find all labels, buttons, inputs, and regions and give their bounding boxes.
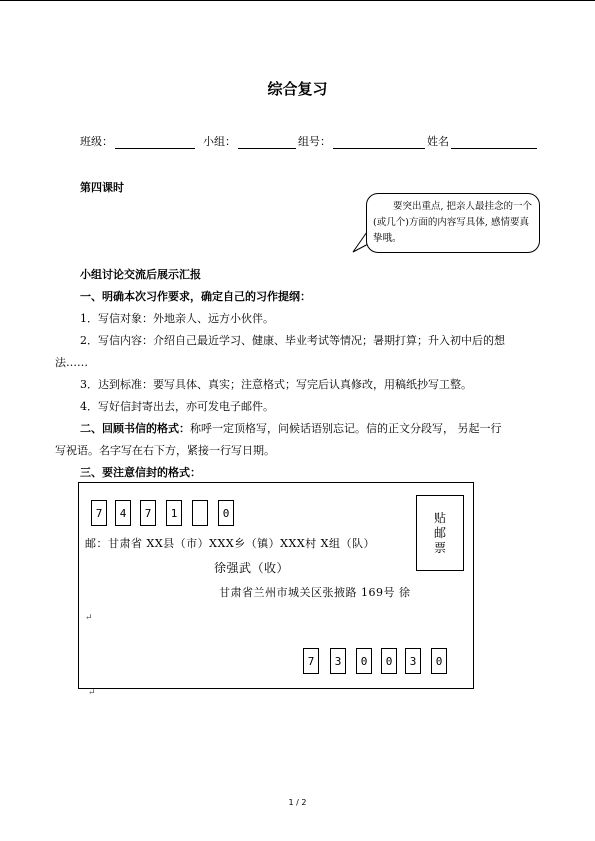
top-postcode-digit: 0 xyxy=(218,500,234,526)
student-info-line xyxy=(80,133,539,149)
section-3-title: 三、要注意信封的格式： xyxy=(80,466,201,479)
bottom-postcode-digit: 3 xyxy=(405,648,421,674)
speech-bubble xyxy=(366,193,540,253)
top-postcode-digit: 7 xyxy=(140,500,156,526)
class-label: 班级： xyxy=(80,135,113,148)
bottom-postcode-digit: 0 xyxy=(356,648,372,674)
top-postcode-digit: 7 xyxy=(91,500,107,526)
bottom-postcode-digit: 0 xyxy=(381,648,397,674)
section-1-title: 一、明确本次习作要求，确定自己的习作提纲： xyxy=(80,290,311,303)
section-1-item-2-cont: 法…… xyxy=(55,356,88,369)
class-blank[interactable] xyxy=(115,136,195,149)
top-postcode-digit: 1 xyxy=(166,500,182,526)
group-no-label: 组号： xyxy=(298,135,331,148)
speech-bubble-text: 要突出重点, 把亲人最挂念的一个(或几个)方面的内容写具体, 感情要真挚哦。 xyxy=(373,201,533,244)
envelope-return-address: 甘肃省兰州市城关区张掖路 169号 徐 xyxy=(219,586,411,599)
section-2-title: 二、回顾书信的格式： xyxy=(80,422,190,435)
group-blank[interactable] xyxy=(238,136,296,149)
section-2-text: 称呼一定顶格写，问候话语别忘记。信的正文分段写， 另起一行 xyxy=(190,422,502,435)
section-2-line-1 xyxy=(80,420,502,436)
name-blank[interactable] xyxy=(451,136,537,149)
page-number: 1 / 2 xyxy=(288,798,307,807)
page-title: 综合复习 xyxy=(267,80,328,98)
stamp-char: 票 xyxy=(433,540,446,555)
envelope-sample xyxy=(78,482,474,689)
bottom-postcode-digit: 7 xyxy=(303,648,319,674)
stamp-box xyxy=(416,495,464,571)
report-heading: 小组讨论交流后展示汇报 xyxy=(80,268,201,281)
group-no-blank[interactable] xyxy=(333,136,425,149)
paragraph-mark-icon: ↵ xyxy=(88,688,96,698)
stamp-char: 贴 xyxy=(433,510,446,525)
section-1-item-2: 2．写信内容：介绍自己最近学习、健康、毕业考试等情况；暑期打算；升入初中后的想 xyxy=(80,334,505,347)
envelope-recipient: 徐强武（收） xyxy=(214,561,290,575)
section-1-item-3: 3．达到标准：要写具体、真实；注意格式；写完后认真修改，用稿纸抄写工整。 xyxy=(80,378,472,391)
page-top-border xyxy=(0,0,595,1)
section-1-item-1: 1．写信对象：外地亲人、远方小伙伴。 xyxy=(80,312,274,325)
bottom-postcode-digit: 3 xyxy=(330,648,346,674)
section-1-item-4: 4．写好信封寄出去，亦可发电子邮件。 xyxy=(80,400,274,413)
bottom-postcode-digit: 0 xyxy=(431,648,447,674)
top-postcode-digit xyxy=(192,500,208,526)
envelope-sender-address: 邮：甘肃省 XX县（市）XXX乡（镇）XXX村 X组（队） xyxy=(85,537,375,550)
top-postcode-digit: 4 xyxy=(115,500,131,526)
section-2-line-2: 写祝语。名字写在右下方，紧接一行写日期。 xyxy=(55,444,275,457)
paragraph-mark-icon: ↵ xyxy=(85,613,93,623)
group-label: 小组： xyxy=(203,135,236,148)
name-label: 姓名 xyxy=(427,135,449,148)
lesson-heading: 第四课时 xyxy=(80,181,124,194)
stamp-char: 邮 xyxy=(433,525,446,540)
